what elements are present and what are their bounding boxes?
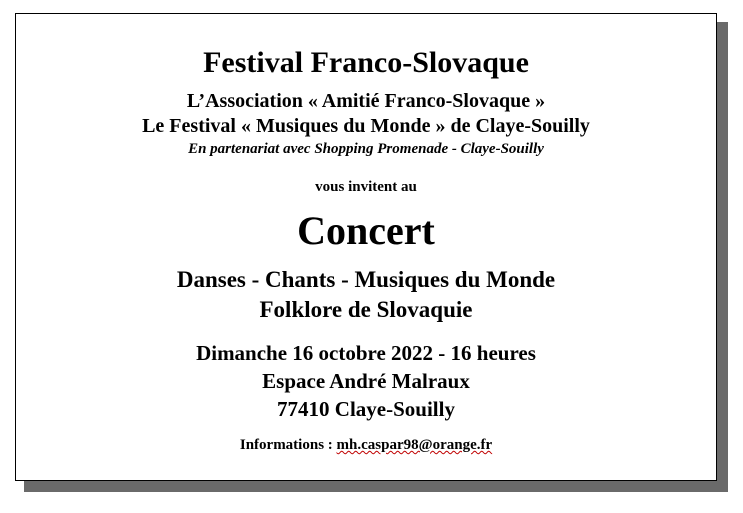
date-time: Dimanche 16 octobre 2022 - 16 heures — [196, 341, 536, 365]
info-label: Informations : — [239, 437, 337, 453]
festival-title: Festival Franco-Slovaque — [203, 46, 529, 79]
association-line: L’Association « Amitié Franco-Slovaque » — [186, 90, 546, 112]
invitation-card — [15, 13, 717, 481]
venue: Espace André Malraux — [262, 369, 470, 393]
festival-line: Le Festival « Musiques du Monde » de Claye-Souilly — [142, 115, 590, 137]
program-line-1: Danses - Chants - Musiques du Monde — [176, 267, 556, 292]
partnership-line: En partenariat avec Shopping Promenade - Claye-Souilly — [188, 141, 544, 157]
program-line-2: Folklore de Slovaquie — [259, 297, 473, 322]
event-type-heading: Concert — [297, 208, 435, 253]
city: 77410 Claye-Souilly — [277, 397, 455, 421]
info-email-link[interactable]: mh.caspar98@orange.fr — [336, 437, 493, 453]
invite-text: vous invitent au — [315, 179, 417, 195]
info-line — [16, 437, 716, 454]
